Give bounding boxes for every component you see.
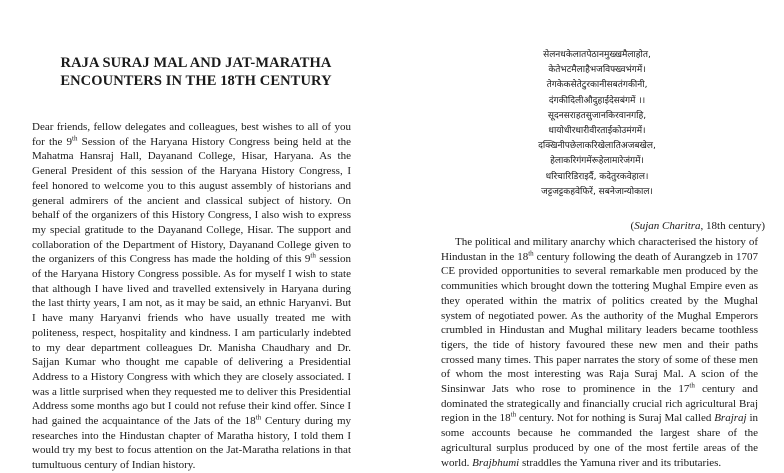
left-body-run: th [310, 251, 316, 260]
verse-line: जट्टजट्टकहवेफिरें, सबनेजान्योकाल। [541, 186, 653, 197]
verse-line: दंगकीदिलीऔदुहाईदेसबंगमें ।। [548, 95, 646, 106]
attribution-rest: , 18th century) [700, 220, 765, 232]
title-line-2: ENCOUNTERS IN THE 18TH CENTURY [60, 73, 332, 89]
title-line-1: RAJA SURAJ MAL AND JAT-MARATHA [60, 55, 332, 71]
left-body-run: Session of the Haryana History Congress being held at the Mahatma Hansraj Hall, Dayanand College, Hisar, Haryana. As the General President of this session of the Haryana History Congress, I feel honored to welcome you to this august assembly of historians and general admirers of the ancient and classical subject of history. On behalf of the organizers of this History Congress, I also wish to express my special gratitude to the Dayanand College, Hisar. The support and collaboration of the Department of History, Dayanand College given to the organizers of this Congress has made the holding of this 9 [32, 135, 352, 266]
left-body-run: Dear friends, fellow delegates and colleagues, best wishes to all of you for the 9 [32, 121, 351, 148]
verse-line: धरिचारिडिराइर्दै, कदेतुरकवेहाल। [545, 171, 649, 182]
right-body-run: th [689, 381, 695, 390]
right-body-paragraph [441, 235, 758, 470]
verse-line: हेलाकरिगंगमेंरूहेलामारेजंगमें। [550, 156, 644, 167]
right-body-run: th [510, 410, 517, 419]
attribution-source: Sujan Charitra [634, 220, 701, 232]
verse-line: केतेभटमैलाहैभजविफ्ख्वभंगमें। [548, 65, 646, 76]
right-body-run: in some accounts because he commanded the largest share of the agricultural surplus produced by one of the most fertile areas of the world. [441, 412, 758, 469]
right-body-run: straddles the Yamuna river and its tributaries. [519, 456, 722, 469]
left-body-run: th [72, 134, 78, 143]
left-body-paragraph [32, 120, 351, 473]
left-page [0, 0, 392, 472]
right-body-run: century and dominated the strategically and financially crucial rich agricultural Braj region in the 18 [441, 383, 758, 425]
paper-title [20, 54, 372, 90]
right-body-run: The political and military anarchy which characterised the history of Hindustan in the 18 [441, 236, 758, 263]
verse-line: दक्खिनीपछेलाकरिखेलातिअजबखेल, [538, 141, 656, 152]
verse-line: तेगकेकसेतेटुरकानीसबतंगकीनी, [546, 80, 648, 91]
right-body-run: century following the death of Aurangzeb in 1707 CE provided opportunities to several remarkable men produced by the communities which brought down the tottering Mughal Empire even as they operated within the matrix of politics created by the Mughal system of negotiated power. As the authority of the Mughal Emperors crumbled in Hindustan and Mughal military leaders became toothless tigers, the tide of history favoured these new men and their paths crossed many times. This paper narrates the story of some of these men of whom the most interesting was Raja Suraj Mal. A scion of the Sinsinwar Jats who rose to prominence in the 17 [441, 250, 758, 396]
verse-line: धायोधीरधारीवीरताईकोउमंगमें। [548, 126, 646, 137]
right-body-run: Brajbhumi [472, 456, 520, 469]
left-body-run: session of the Haryana History Congress possible. As for myself I wish to state that although I have lived and travelled extensively in Haryana during the last thirty years, I am not, as it may be said, an ethnic Haryanvi. But I have many Haryanvi friends who have usually treated me with politeness, respect, hospitality and kindness. I am particularly indebted to my dear department colleagues Dr. Manisha Chaudhary and Dr. Sajjan Kumar who thought me capable of delivering a Presidential Address to a History Congress with which they are closely associated. I was a little surprised when they requested me to deliver this Presidential Address some months ago but I could not refuse their kind offer. Since I had gained the acquaintance of the Jats of the 18 [32, 253, 352, 428]
right-body-run: Brajraj [714, 412, 747, 425]
left-body-run: th [255, 413, 262, 422]
right-body-run: th [528, 249, 534, 258]
right-body-run: century. Not for nothing is Suraj Mal called [516, 412, 715, 425]
verse-attribution [572, 219, 765, 233]
attribution-open: ( [630, 220, 635, 232]
hindi-verse [504, 48, 690, 200]
left-body-run: Century during my researches into the Hindustan chapter of Maratha history, I told them I would try my best to focus attention on the Jat-Maratha relations in that tumultuous century of Indian history. [32, 415, 351, 472]
right-page [392, 0, 784, 469]
verse-line: सेलनधकेलातपेठानमुख्खमैलाहोत, [543, 50, 651, 60]
verse-line: सूदनसराहतसुजानकिरवानगहि, [547, 110, 647, 121]
